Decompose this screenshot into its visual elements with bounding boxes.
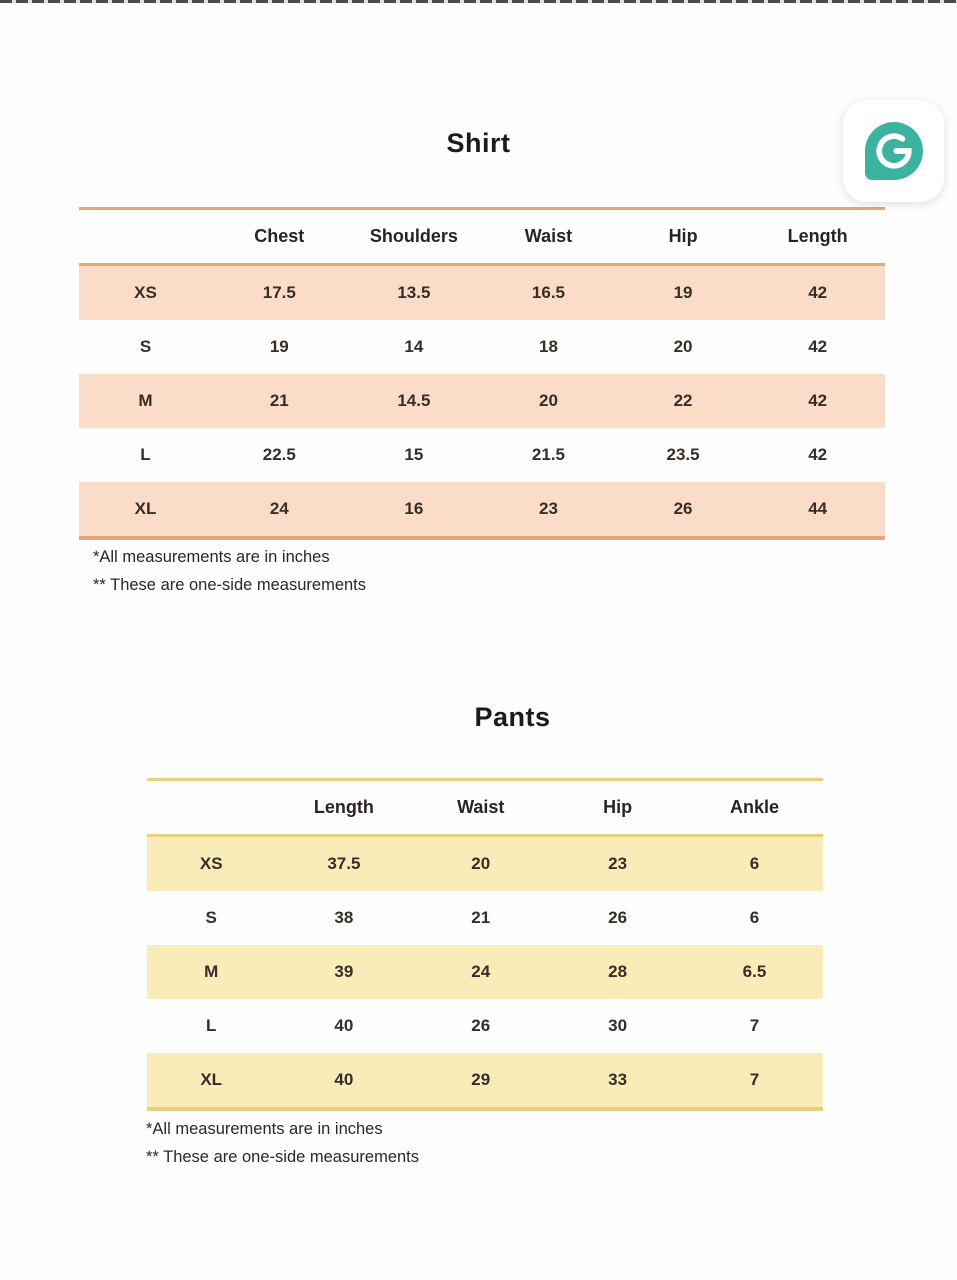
value-cell: 33: [608, 1070, 628, 1089]
pants-row-m: [147, 945, 823, 999]
shirt-row-xl: [79, 482, 885, 540]
size-label: L: [206, 1016, 217, 1035]
value-cell: 22: [673, 391, 693, 410]
note-measurements-inches: *All measurements are in inches: [146, 1120, 383, 1138]
column-header: Waist: [457, 797, 505, 817]
value-cell: 26: [608, 908, 628, 927]
size-label: XL: [200, 1070, 223, 1089]
pants-title: Pants: [474, 702, 551, 732]
value-cell: 44: [808, 499, 828, 518]
value-cell: 18: [539, 337, 558, 356]
size-label: XS: [199, 854, 223, 873]
pants-row-xl: [147, 1053, 823, 1111]
value-cell: 26: [673, 499, 693, 518]
value-cell: 6: [749, 908, 760, 927]
value-cell: 14.5: [397, 391, 431, 410]
value-cell: 19: [673, 283, 693, 302]
value-cell: 42: [808, 337, 828, 356]
shirt-title: Shirt: [446, 128, 511, 158]
shirt-row-m: [79, 374, 885, 428]
value-cell: 29: [471, 1070, 491, 1089]
value-cell: 39: [334, 962, 354, 981]
pants-row-l: [147, 999, 823, 1053]
column-header: Chest: [254, 226, 305, 246]
shirt-row-l: [79, 428, 885, 482]
value-cell: 42: [808, 445, 828, 464]
size-label: M: [204, 962, 219, 981]
size-label: S: [139, 337, 152, 356]
value-cell: 22.5: [262, 445, 296, 464]
grammarly-icon: [865, 122, 923, 180]
value-cell: 23: [608, 854, 628, 873]
size-label: XS: [134, 283, 157, 302]
shirt-row-s: [79, 320, 885, 374]
column-header: Ankle: [729, 797, 780, 817]
value-cell: 23.5: [666, 445, 700, 464]
value-cell: 42: [808, 391, 828, 410]
value-cell: 6.5: [742, 962, 767, 981]
value-cell: 24: [269, 499, 289, 518]
value-cell: 19: [269, 337, 289, 356]
value-cell: 26: [471, 1016, 491, 1035]
column-header: Length: [313, 797, 374, 817]
value-cell: 20: [539, 391, 558, 410]
value-cell: 37.5: [327, 854, 361, 873]
shirt-size-table: [79, 207, 885, 540]
value-cell: 24: [471, 962, 491, 981]
value-cell: 21: [269, 391, 289, 410]
value-cell: 14: [404, 337, 424, 356]
column-header: Hip: [603, 797, 633, 817]
value-cell: 7: [749, 1016, 760, 1035]
note-measurements-inches: *All measurements are in inches: [93, 548, 330, 566]
size-label: S: [205, 908, 217, 927]
pants-row-xs: [147, 837, 823, 891]
value-cell: 38: [334, 908, 354, 927]
column-header: Length: [787, 226, 848, 246]
value-cell: 21.5: [531, 445, 566, 464]
value-cell: 16: [404, 499, 424, 518]
size-label: XL: [134, 499, 157, 518]
value-cell: 15: [404, 445, 424, 464]
value-cell: 17.5: [262, 283, 296, 302]
size-label: M: [138, 391, 153, 410]
grammarly-button[interactable]: [843, 100, 944, 202]
value-cell: 20: [673, 337, 693, 356]
value-cell: 40: [334, 1070, 354, 1089]
note-one-side: ** These are one-side measurements: [93, 576, 367, 594]
shirt-row-xs: [79, 266, 885, 320]
shirt-notes: [93, 543, 366, 599]
pants-size-table: [147, 778, 823, 1111]
value-cell: 40: [334, 1016, 354, 1035]
value-cell: 13.5: [397, 283, 431, 302]
value-cell: 16.5: [531, 283, 566, 302]
size-label: L: [140, 445, 151, 464]
column-header: Waist: [524, 226, 573, 246]
value-cell: 6: [749, 854, 760, 873]
shirt-header-row: [79, 207, 885, 266]
value-cell: 28: [608, 962, 628, 981]
top-border: [0, 0, 957, 3]
column-header: Shoulders: [369, 226, 458, 246]
value-cell: 30: [608, 1016, 628, 1035]
pants-notes: [146, 1115, 419, 1171]
note-one-side: ** These are one-side measurements: [146, 1148, 420, 1166]
column-header: Hip: [668, 226, 698, 246]
value-cell: 7: [749, 1070, 760, 1089]
value-cell: 23: [539, 499, 558, 518]
value-cell: 42: [808, 283, 828, 302]
value-cell: 21: [471, 908, 491, 927]
pants-header-row: [147, 778, 823, 837]
value-cell: 20: [471, 854, 491, 873]
pants-row-s: [147, 891, 823, 945]
